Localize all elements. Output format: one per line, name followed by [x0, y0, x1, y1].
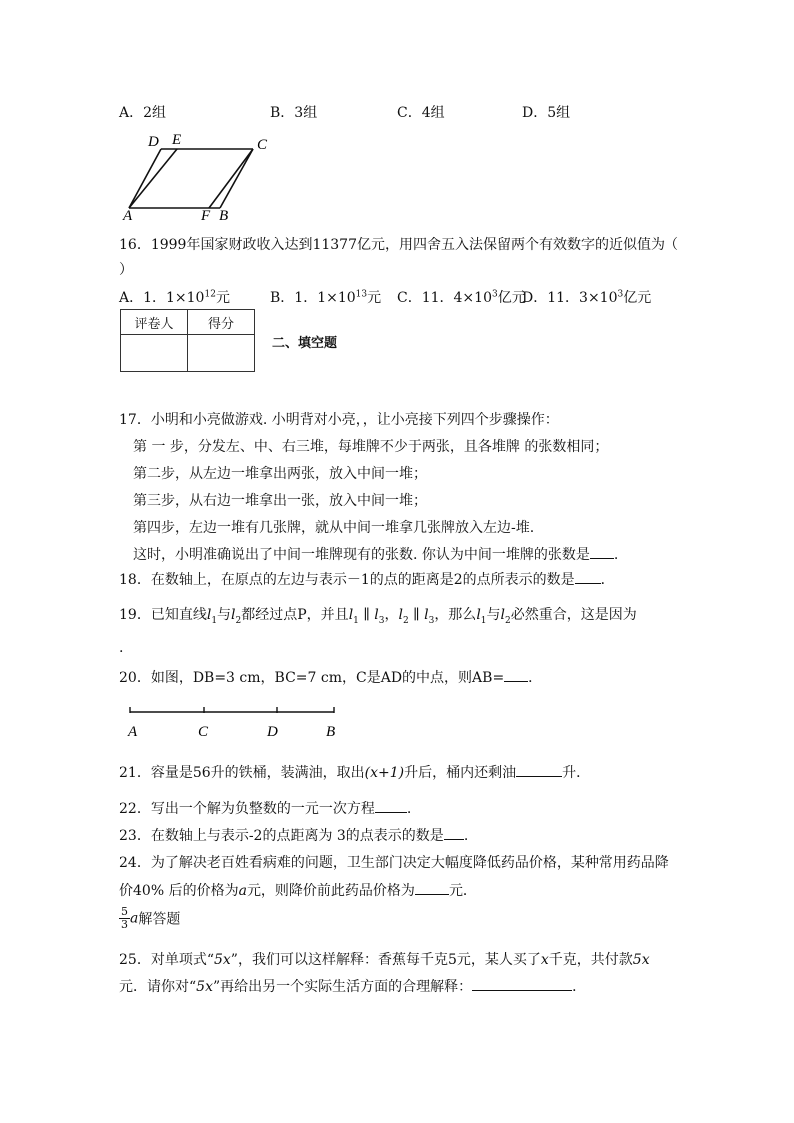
- q16-paren-open: （: [664, 237, 678, 253]
- q19-text: 19．已知直线$l_1$与$l_2$都经过点P，并且$l_1$ ∥ $l_3$，$l_2$ ∥ $l_3$，那么$l_1$与$l_2$必然重合，这是因为: [119, 607, 637, 626]
- q25-line2: 元．请你对“5x”再给出另一个实际生活方面的合理解释： ．: [119, 979, 587, 995]
- q15-option-c: C．4组: [397, 105, 445, 121]
- segment-fc: [209, 149, 253, 208]
- score-header: 得分: [188, 310, 255, 335]
- q24-line1: 24．为了解决老百姓看病难的问题，卫生部门决定大幅度降低药品价格，某种常用药品降: [119, 855, 669, 871]
- q22-answer-blank[interactable]: [375, 800, 407, 813]
- q24-line2: 价40% 后的价格为a元，则降价前此药品价格为 元．: [119, 883, 477, 899]
- q25-line1: 25．对单项式“5x”，我们可以这样解释：香蕉每千克5元，某人买了x千克，共付款5x: [119, 952, 650, 968]
- q17-step3: 第三步，从右边一堆拿出一张，放入中间一堆；: [133, 493, 427, 509]
- edge-cb: [220, 149, 253, 208]
- q17-step1: 第 一 步，分发左、中、右三堆，每堆牌不少于两张，且各堆牌 的张数相同；: [133, 439, 609, 455]
- reviewer-cell[interactable]: [121, 335, 188, 372]
- q16-option-b: B．1．$1\times 10^{13}$元: [270, 289, 382, 306]
- label-a: A: [123, 208, 133, 224]
- label-d: D: [148, 134, 159, 150]
- q23-answer-blank[interactable]: [444, 827, 464, 840]
- q16-option-c: C．11．$4\times 10^3$亿元: [397, 289, 526, 306]
- score-table: [120, 309, 255, 372]
- q20-text: 20．如图，DB=3 cm，BC=7 cm，C是AD的中点，则AB= ．: [119, 670, 543, 686]
- q17-answer-blank[interactable]: [590, 546, 614, 559]
- q23-text: 23．在数轴上与表示-2的点距离为 3的点表示的数是 .: [119, 828, 469, 844]
- q24-answer-blank[interactable]: [415, 882, 449, 895]
- point-d-label: D: [267, 724, 278, 740]
- edge-ad: [129, 149, 161, 208]
- label-c: C: [257, 137, 268, 153]
- label-e: E: [172, 132, 182, 148]
- point-a-label: A: [128, 724, 138, 740]
- q22-text: 22．写出一个解为负整数的一元一次方程 .: [119, 801, 412, 817]
- fraction-five-thirds: $\frac{5}{3}$: [121, 905, 128, 931]
- score-cell[interactable]: [188, 335, 255, 372]
- q18-answer-blank[interactable]: [575, 571, 601, 584]
- q15-option-b: B．3组: [270, 105, 318, 121]
- q15-option-a: A．2组: [119, 105, 167, 121]
- line-segment-figure: [118, 700, 348, 742]
- q18-text: 18．在数轴上，在原点的左边与表示－1的点的距离是2的点所表示的数是 ．: [119, 572, 615, 588]
- q25-answer-blank[interactable]: [472, 978, 572, 991]
- q17-final: 这时，小明准确说出了中间一堆牌现有的张数. 你认为中间一堆牌的张数是 .: [133, 547, 619, 563]
- q16-paren-close: ）: [119, 262, 133, 278]
- q20-answer-blank[interactable]: [504, 669, 528, 682]
- parallelogram-figure: [115, 128, 285, 224]
- q17-step2: 第二步，从左边一堆拿出两张，放入中间一堆；: [133, 466, 427, 482]
- q17-step4: 第四步，左边一堆有几张牌，就从中间一堆拿几张牌放入左边-堆.: [133, 520, 535, 536]
- label-f: F: [201, 208, 211, 224]
- q15-option-d: D．5组: [522, 105, 571, 121]
- point-b-label: B: [326, 724, 336, 740]
- reviewer-header: 评卷人: [121, 310, 188, 335]
- q17-line1: 17．小明和小亮做游戏. 小明背对小亮，，让小亮接下列四个步骤操作：: [119, 412, 559, 428]
- section-title-fill-in: 二、填空题: [272, 336, 338, 351]
- q16-option-d: D．11．$3\times 10^3$亿元: [522, 289, 652, 306]
- point-c-label: C: [198, 724, 209, 740]
- q21-text: 21．容量是56升的铁桶，装满油，取出(x+1)升后，桶内还剩油 升．: [119, 765, 591, 781]
- segment-ae: [129, 149, 177, 208]
- section-title-answer: $\frac{5}{3}$ a解答题: [121, 905, 181, 931]
- q21-answer-blank[interactable]: [516, 764, 562, 777]
- q19-dot: .: [119, 640, 124, 656]
- q16-option-a: A．1．$1\times 10^{12}$元: [119, 289, 230, 306]
- label-b: B: [219, 208, 229, 224]
- q16-stem: 16．1999年国家财政收入达到11377亿元，用四舍五入法保留两个有效数字的近似值为: [119, 237, 665, 253]
